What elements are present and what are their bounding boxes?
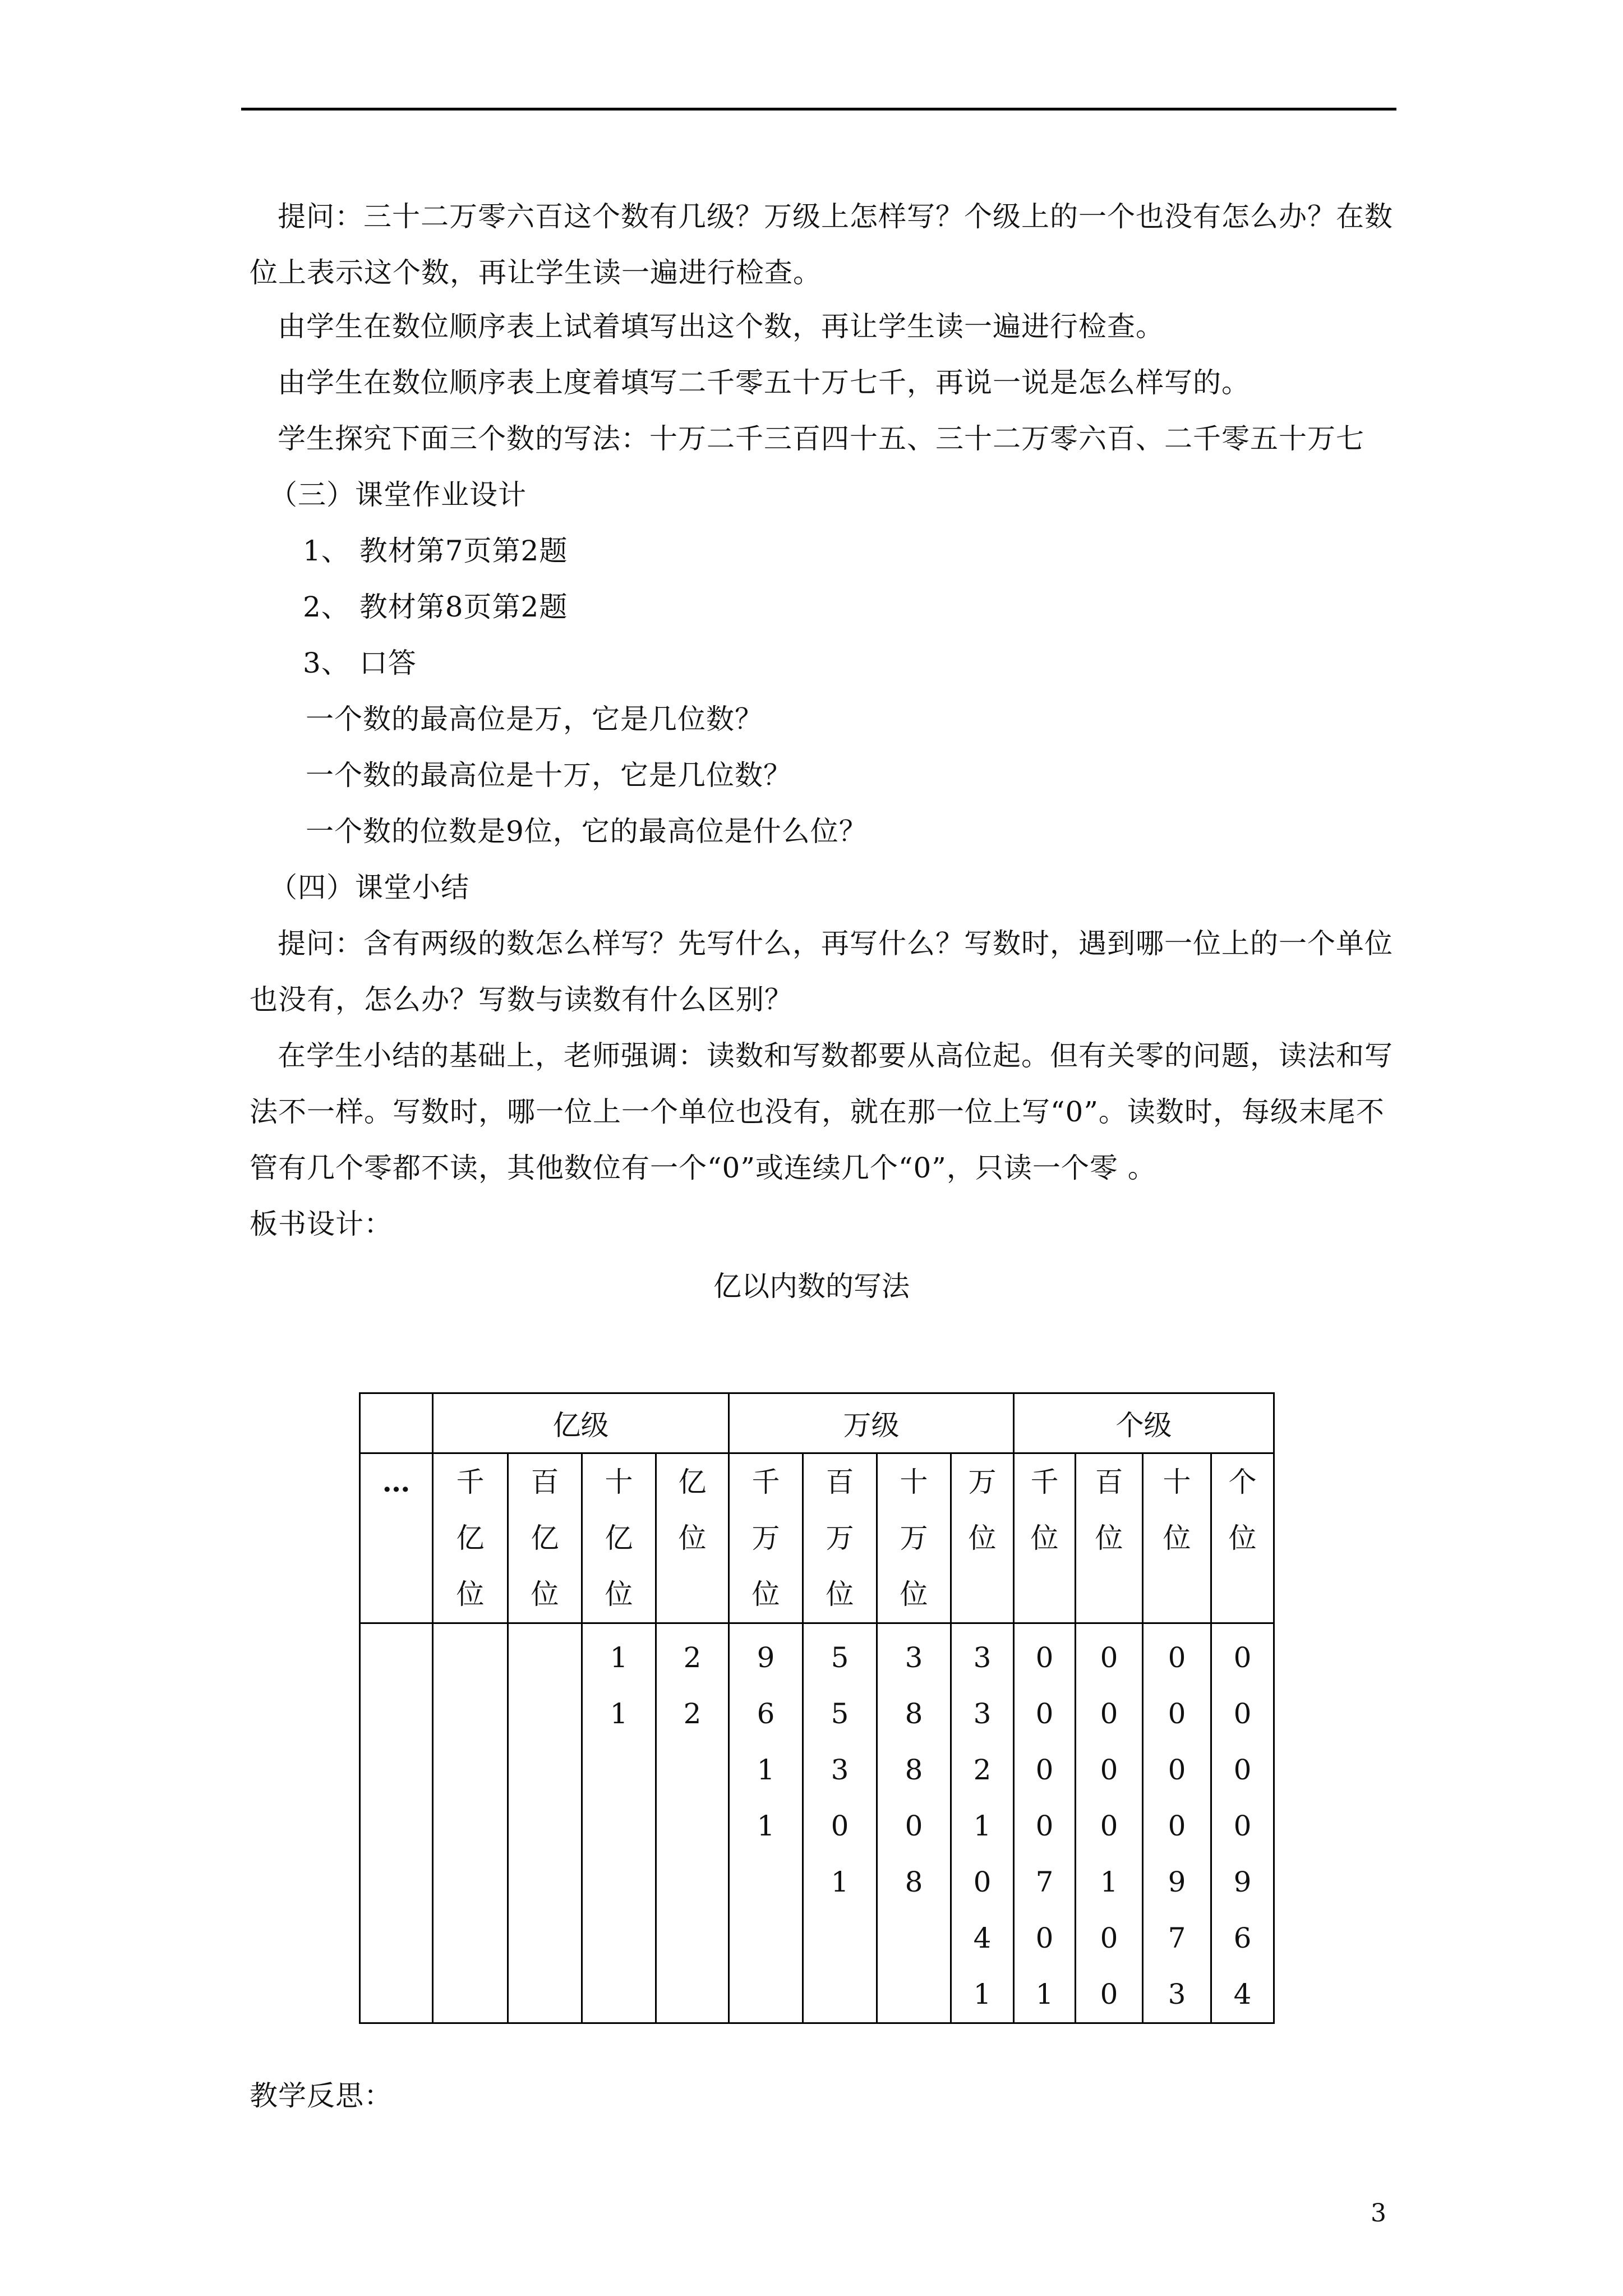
group-yi: 亿级 [433,1393,729,1453]
paragraph-line: （四）课堂小结 [269,871,469,904]
place-header-cell [877,1453,951,1623]
paragraph-line: 由学生在数位顺序表上试着填写出这个数，再让学生读一遍进行检查。 [278,310,1164,343]
place-header-cell [1211,1453,1274,1623]
paragraph-line: 3、 口答 [303,647,417,679]
place-header-cell [1014,1453,1076,1623]
paragraph-line: 管有几个零都不读，其他数位有一个“0”或连续几个“0”，只读一个零 。 [250,1152,1156,1184]
place-header-cell [803,1453,877,1623]
place-label: 百 位 [1095,1466,1123,1554]
place-label: 百 亿 位 [531,1466,559,1611]
place-label: 千 位 [1030,1466,1059,1554]
paragraph-line: 1、 教材第7页第2题 [303,535,568,567]
place-label: 十 万 位 [900,1466,928,1611]
paragraph-line: 学生探究下面三个数的写法：十万二千三百四十五、三十二万零六百、二千零五十万七 [278,422,1364,455]
paragraph-line: 提问：三十二万零六百这个数有几级？万级上怎样写？个级上的一个也没有怎么办？在数 [278,200,1393,233]
digit-stack: 5 5 3 0 1 [831,1641,849,1898]
digit-stack: 0 0 0 0 1 0 0 [1100,1641,1118,2010]
paragraph-line: 教学反思： [250,2079,393,2112]
paragraph-line: （三）课堂作业设计 [269,478,527,511]
digit-cell [582,1623,656,2023]
group-ge: 个级 [1014,1393,1274,1453]
digit-stack: 0 0 0 0 9 7 3 [1168,1641,1186,2010]
place-label: 十 亿 位 [605,1466,633,1611]
digit-cell [803,1623,877,2023]
header-rule [241,108,1396,111]
paragraph-line: 一个数的最高位是十万，它是几位数？ [306,759,792,792]
place-label: 十 位 [1163,1466,1191,1554]
digit-cell [951,1623,1014,2023]
digit-cell [877,1623,951,2023]
place-label: 万 位 [968,1466,997,1554]
digit-cell [729,1623,803,2023]
paragraph-line: 一个数的位数是9位，它的最高位是什么位？ [306,815,868,848]
paragraph-line: 也没有，怎么办？写数与读数有什么区别？ [250,983,793,1016]
digit-cell [433,1623,508,2023]
digit-cell [508,1623,582,2023]
digit-stack: 1 1 [610,1641,628,1730]
place-label: 千 万 位 [751,1466,780,1611]
place-label: 千 亿 位 [456,1466,485,1611]
digit-stack: 0 0 0 0 9 6 4 [1233,1641,1252,2010]
ellipsis-cell: … [360,1453,433,1623]
digit-cell [1014,1623,1076,2023]
paragraph-line: 板书设计： [250,1208,393,1240]
paragraph-line: 位上表示这个数，再让学生读一遍进行检查。 [250,256,822,289]
paragraph-line: 提问：含有两级的数怎么样写？先写什么，再写什么？写数时，遇到哪一位上的一个单位 [278,927,1393,960]
board-caption: 亿以内数的写法 [713,1270,910,1303]
digit-cell [656,1623,729,2023]
digit-cell [1143,1623,1211,2023]
paragraph-line: 一个数的最高位是万，它是几位数？ [306,703,763,735]
empty-corner-cell [360,1393,433,1453]
place-header-cell [433,1453,508,1623]
digit-stack: 3 8 8 0 8 [905,1641,923,1898]
place-header-cell [508,1453,582,1623]
digit-cell [1211,1623,1274,2023]
page-number: 3 [1371,2199,1386,2228]
paragraph-line: 2、 教材第8页第2题 [303,591,568,623]
empty-digit-cell [360,1623,433,2023]
place-value-table [359,1392,1275,2024]
digit-stack [509,1624,581,1630]
digit-stack: 9 6 1 1 [757,1641,775,1842]
digit-stack: 0 0 0 0 7 0 1 [1035,1641,1054,2010]
place-header-cell [729,1453,803,1623]
place-label: 百 万 位 [826,1466,854,1611]
paragraph-line: 法不一样。写数时，哪一位上一个单位也没有，就在那一位上写“0”。读数时，每级末尾不 [250,1096,1385,1128]
digit-stack: 3 3 2 1 0 4 1 [973,1641,992,2010]
paragraph-line: 在学生小结的基础上，老师强调：读数和写数都要从高位起。但有关零的问题，读法和写 [278,1039,1393,1072]
group-wan: 万级 [729,1393,1014,1453]
place-header-cell [951,1453,1014,1623]
place-label: 亿 位 [678,1466,707,1554]
place-header-cell [582,1453,656,1623]
place-header-cell [1143,1453,1211,1623]
paragraph-line: 由学生在数位顺序表上度着填写二千零五十万七千，再说一说是怎么样写的。 [278,366,1250,399]
place-header-cell [1076,1453,1143,1623]
digit-stack [434,1624,507,1630]
digit-stack: 2 2 [683,1641,702,1730]
digit-cell [1076,1623,1143,2023]
place-header-cell [656,1453,729,1623]
place-label: 个 位 [1228,1466,1257,1554]
